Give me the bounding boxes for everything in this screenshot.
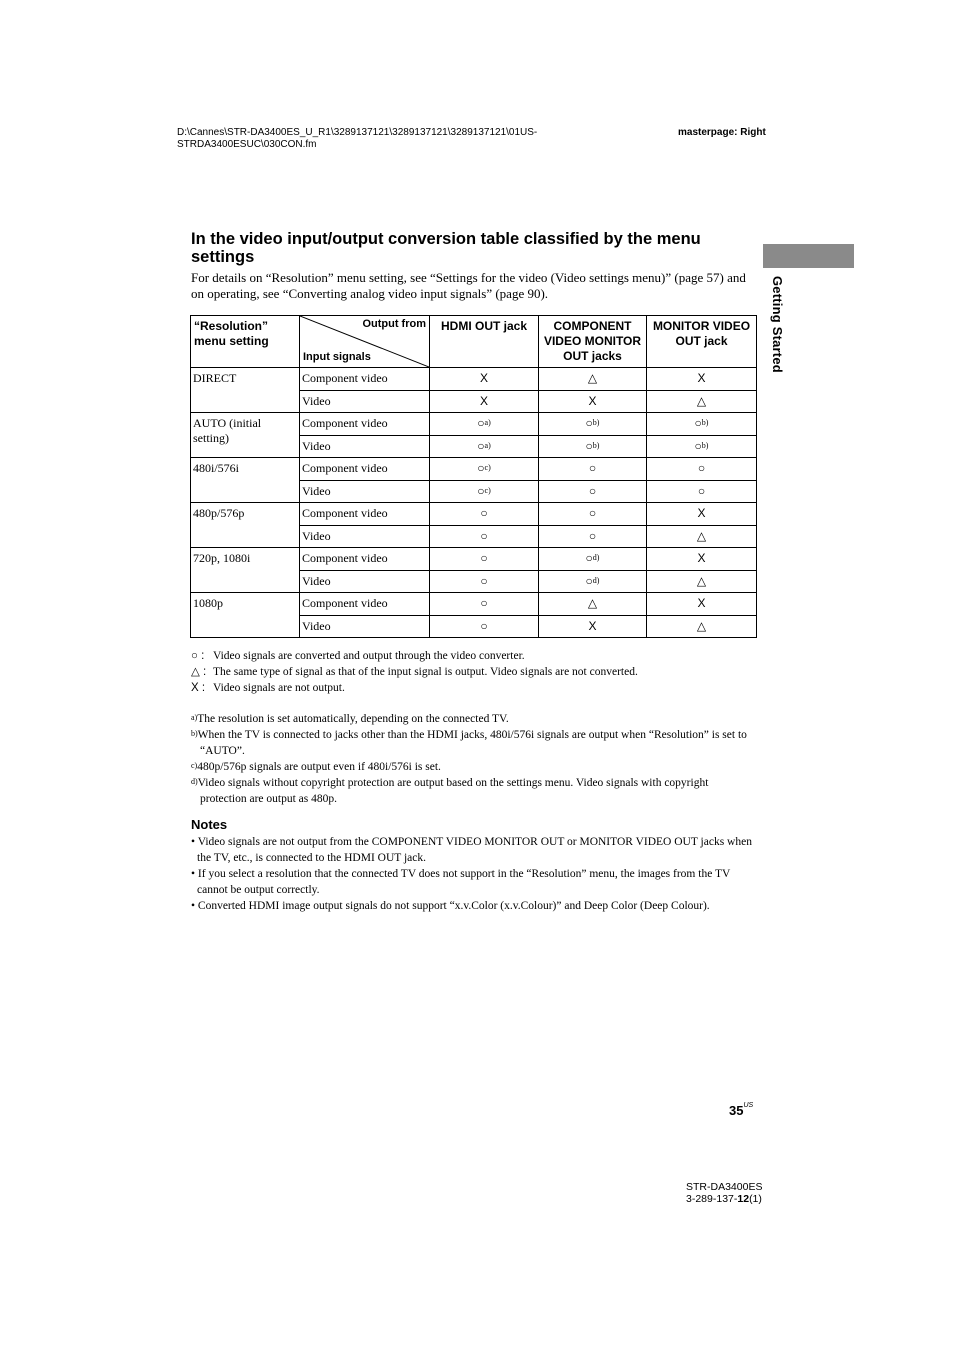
- hdmi-output-cell: [430, 593, 539, 616]
- hdmi-output-cell: [430, 413, 539, 436]
- footnote-ref: a): [484, 440, 491, 450]
- table-row: [191, 458, 757, 481]
- input-signal-cell: Component video: [300, 503, 430, 526]
- output-symbol: ○: [588, 483, 597, 498]
- symbol-legend: [191, 648, 638, 696]
- monitor-output-cell: [647, 413, 757, 436]
- footnote-ref: b): [701, 440, 709, 450]
- resolution-setting-cell: 480i/576i: [191, 458, 300, 503]
- footnote-c: $^{c)}$480p/576p signals are output even if 480i/576i is set.: [191, 761, 441, 773]
- footnote-ref: d): [592, 553, 600, 562]
- table-row: [191, 503, 757, 526]
- footnote-ref: c): [484, 485, 491, 495]
- output-symbol: △: [696, 393, 707, 408]
- component-output-cell: [539, 435, 647, 458]
- monitor-output-cell: [647, 458, 757, 481]
- input-signal-cell: Component video: [300, 368, 430, 391]
- component-output-cell: [539, 548, 647, 571]
- section-title: In the video input/output conversion table classified by the menu settings: [191, 230, 701, 266]
- component-output-cell: [539, 413, 647, 436]
- legend-item: [191, 664, 638, 680]
- output-symbol: ○: [694, 416, 702, 430]
- conversion-table: [190, 315, 757, 638]
- monitor-output-cell: [647, 390, 757, 413]
- output-symbol: ○: [697, 461, 706, 475]
- output-symbol: ○: [694, 438, 702, 453]
- output-symbol: ○: [585, 551, 593, 565]
- input-signal-cell: Component video: [300, 458, 430, 481]
- input-signal-cell: Video: [300, 480, 430, 503]
- output-symbol: X: [697, 596, 706, 610]
- hdmi-output-cell: [430, 390, 539, 413]
- footnote-ref: b): [592, 440, 600, 450]
- note-item: • If you select a resolution that the connected TV does not support in the “Resolution” menu, the images from the TV cannot be output correctly.: [191, 866, 756, 898]
- output-symbol: X: [697, 371, 706, 385]
- component-output-cell: [539, 480, 647, 503]
- input-signal-cell: Video: [300, 435, 430, 458]
- output-symbol: ○: [585, 438, 593, 453]
- input-signal-cell: Component video: [300, 413, 430, 436]
- note-item: • Converted HDMI image output signals do not support “x.v.Color (x.v.Colour)” and Deep Color (Deep Colour).: [191, 898, 756, 914]
- header-monitor: MONITOR VIDEO OUT jack: [647, 316, 757, 368]
- output-symbol: ○: [697, 483, 706, 498]
- table-row: [191, 368, 757, 391]
- header-diagonal-cell: [300, 316, 430, 368]
- component-output-cell: [539, 458, 647, 481]
- output-symbol: ○: [480, 596, 488, 610]
- output-symbol: X: [479, 393, 488, 408]
- output-symbol: ○: [480, 618, 488, 633]
- output-symbol: ○: [588, 506, 597, 520]
- page-region-suffix: US: [743, 1102, 754, 1109]
- output-symbol: X: [697, 551, 706, 565]
- hdmi-output-cell: [430, 525, 539, 548]
- monitor-output-cell: [647, 615, 757, 638]
- hdmi-output-cell: [430, 368, 539, 391]
- intro-paragraph: For details on “Resolution” menu setting, see “Settings for the video (Video settings menu)” (page 57) and on operating, see “Converting analog video input signals” (page 90).: [191, 270, 746, 301]
- legend-x-symbol: X :: [191, 682, 206, 694]
- table-row: [191, 593, 757, 616]
- monitor-output-cell: [647, 435, 757, 458]
- footnote-ref: b): [592, 418, 600, 427]
- component-output-cell: [539, 368, 647, 391]
- resolution-setting-cell: AUTO (initial setting): [191, 413, 300, 458]
- output-symbol: ○: [477, 416, 485, 430]
- header-component: COMPONENT VIDEO MONITOR OUT jacks: [539, 316, 647, 368]
- legend-text: Video signals are converted and output through the video converter.: [213, 650, 525, 662]
- input-signal-cell: Component video: [300, 548, 430, 571]
- hdmi-output-cell: [430, 548, 539, 571]
- part-code: 3-289-137-12(1): [686, 1193, 762, 1205]
- output-symbol: ○: [480, 551, 488, 565]
- footnote-ref: c): [484, 463, 491, 472]
- resolution-setting-cell: 720p, 1080i: [191, 548, 300, 593]
- output-symbol: X: [697, 506, 706, 520]
- model-info: [686, 1181, 762, 1205]
- component-output-cell: [539, 615, 647, 638]
- output-symbol: △: [587, 371, 598, 385]
- component-output-cell: [539, 390, 647, 413]
- input-signal-cell: Video: [300, 570, 430, 593]
- table-row: [191, 548, 757, 571]
- monitor-output-cell: [647, 593, 757, 616]
- output-symbol: ○: [588, 528, 597, 543]
- legend-triangle-symbol: △ :: [191, 666, 207, 678]
- output-symbol: ○: [480, 573, 488, 588]
- footnote-ref: a): [484, 418, 491, 427]
- monitor-output-cell: [647, 570, 757, 593]
- output-symbol: ○: [480, 528, 488, 543]
- note-item: • Video signals are not output from the COMPONENT VIDEO MONITOR OUT or MONITOR VIDEO OUT jacks when the TV, etc., is connected to the HDMI OUT jack.: [191, 834, 756, 866]
- output-symbol: △: [696, 528, 707, 543]
- output-symbol: X: [479, 371, 488, 385]
- output-symbol: ○: [477, 483, 485, 498]
- legend-text: Video signals are not output.: [213, 682, 345, 694]
- hdmi-output-cell: [430, 615, 539, 638]
- footnote-ref: d): [592, 575, 600, 585]
- footnote-ref: b): [701, 418, 709, 427]
- legend-item: [191, 648, 638, 664]
- footnote-a: $^{a)}$The resolution is set automatically, depending on the connected TV.: [191, 713, 509, 725]
- table-row: [191, 413, 757, 436]
- header-output-from: Output from: [362, 318, 426, 330]
- monitor-output-cell: [647, 548, 757, 571]
- legend-item: [191, 680, 638, 696]
- component-output-cell: [539, 525, 647, 548]
- footnotes: [191, 711, 751, 807]
- output-symbol: X: [588, 393, 597, 408]
- legend-circle-symbol: ○ :: [191, 650, 205, 662]
- page-number: $35^{US}$: [729, 1102, 754, 1118]
- table-header-row: [191, 316, 757, 368]
- input-signal-cell: Component video: [300, 593, 430, 616]
- header-input-signals: Input signals: [303, 351, 371, 363]
- input-signal-cell: Video: [300, 390, 430, 413]
- monitor-output-cell: [647, 368, 757, 391]
- file-path-line-1: D:\Cannes\STR-DA3400ES_U_R1\3289137121\3289137121\3289137121\01US-: [177, 127, 538, 138]
- footnote-b: $^{b)}$When the TV is connected to jacks other than the HDMI jacks, 480i/576i signals are output when “Resolution” is set to “AUTO”.: [191, 729, 747, 757]
- output-symbol: △: [696, 618, 707, 633]
- legend-text: The same type of signal as that of the input signal is output. Video signals are not converted.: [213, 666, 638, 678]
- monitor-output-cell: [647, 525, 757, 548]
- model-name: STR-DA3400ES: [686, 1181, 763, 1193]
- monitor-output-cell: [647, 480, 757, 503]
- header-hdmi: HDMI OUT jack: [430, 316, 539, 368]
- table-body: [191, 368, 757, 638]
- hdmi-output-cell: [430, 435, 539, 458]
- output-symbol: △: [587, 596, 598, 610]
- resolution-setting-cell: 480p/576p: [191, 503, 300, 548]
- output-symbol: ○: [477, 438, 485, 453]
- resolution-setting-cell: DIRECT: [191, 368, 300, 413]
- header-resolution: “Resolution” menu setting: [191, 316, 300, 368]
- masterpage-label: masterpage: Right: [678, 127, 766, 138]
- input-signal-cell: Video: [300, 615, 430, 638]
- hdmi-output-cell: [430, 458, 539, 481]
- hdmi-output-cell: [430, 570, 539, 593]
- file-path-line-2: STRDA3400ESUC\030CON.fm: [177, 139, 317, 150]
- resolution-setting-cell: 1080p: [191, 593, 300, 638]
- file-path-header: [177, 127, 537, 151]
- input-signal-cell: Video: [300, 525, 430, 548]
- component-output-cell: [539, 570, 647, 593]
- component-output-cell: [539, 593, 647, 616]
- side-tab-marker: [763, 244, 854, 268]
- output-symbol: ○: [477, 461, 485, 475]
- side-tab-label: Getting Started: [770, 276, 785, 373]
- output-symbol: ○: [588, 461, 597, 475]
- output-symbol: ○: [585, 416, 593, 430]
- notes-list: [191, 834, 756, 914]
- output-symbol: ○: [585, 573, 593, 588]
- hdmi-output-cell: [430, 480, 539, 503]
- output-symbol: △: [696, 573, 707, 588]
- hdmi-output-cell: [430, 503, 539, 526]
- footnote-d: $^{d)}$Video signals without copyright protection are output based on the settings menu. Video signals with copyright protection are output as 480p.: [191, 777, 709, 805]
- output-symbol: ○: [480, 506, 488, 520]
- component-output-cell: [539, 503, 647, 526]
- notes-heading: Notes: [191, 817, 228, 832]
- monitor-output-cell: [647, 503, 757, 526]
- output-symbol: X: [588, 618, 597, 633]
